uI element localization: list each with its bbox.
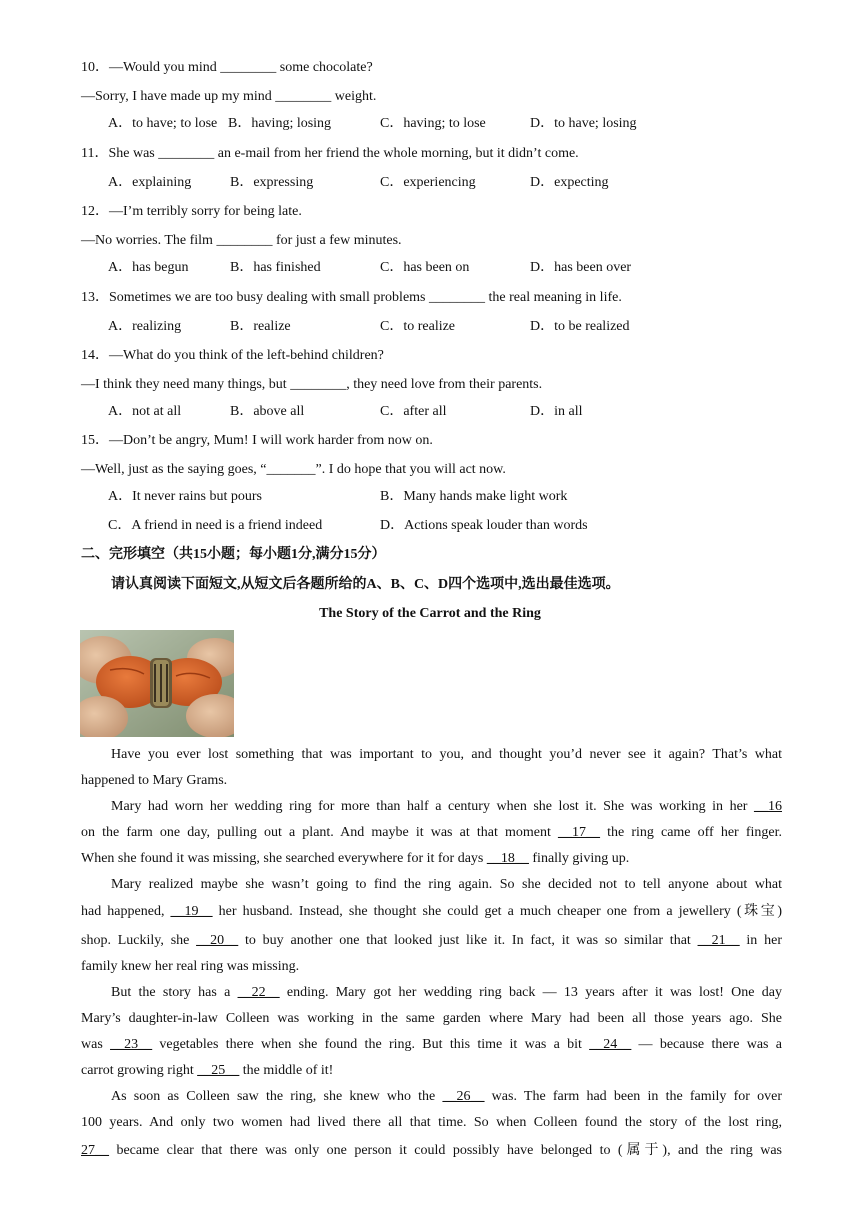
- blank-27[interactable]: 27__: [81, 1143, 109, 1158]
- question-11-stem: 11．She was ________ an e-mail from her friend the whole morning, but it didn’t come.: [81, 146, 579, 161]
- question-14-option-d: D．in all: [530, 404, 583, 419]
- question-11-option-a: A．explaining: [108, 175, 192, 190]
- passage-line: shop. Luckily, she __20__ to buy another one that looked just like it. In fact, it was so similar that __21__ in her: [81, 933, 782, 948]
- blank-23[interactable]: __23__: [110, 1037, 153, 1052]
- passage-line: Mary had worn her wedding ring for more than half a century when she lost it. She was working in her __16: [111, 799, 782, 814]
- question-15-stem: 15．—Don’t be angry, Mum! I will work harder from now on.: [81, 433, 433, 448]
- question-14-option-c: C．after all: [380, 404, 447, 419]
- passage-line: happened to Mary Grams.: [81, 773, 228, 788]
- question-15-option-d: D．Actions speak louder than words: [380, 518, 588, 533]
- question-14-response: —I think they need many things, but ________, they need love from their parents.: [81, 377, 543, 392]
- question-10-option-b: B．having; losing: [228, 116, 332, 131]
- question-13-option-d: D．to be realized: [530, 319, 630, 334]
- blank-17[interactable]: __17__: [557, 825, 600, 840]
- passage-line: family knew her real ring was missing.: [81, 959, 300, 974]
- question-14-option-a: A．not at all: [108, 404, 182, 419]
- question-11-option-c: C．experiencing: [380, 175, 476, 190]
- question-11-option-d: D．expecting: [530, 175, 609, 190]
- blank-26[interactable]: __26__: [442, 1089, 485, 1104]
- question-13-option-b: B．realize: [230, 319, 291, 334]
- passage-line: Mary realized maybe she wasn’t going to find the ring again. So she decided not to tell anyone about what: [111, 877, 782, 892]
- question-10-response: —Sorry, I have made up my mind ________ weight.: [81, 89, 377, 104]
- question-12-response: —No worries. The film ________ for just a few minutes.: [81, 233, 402, 248]
- question-15-option-c: C．A friend in need is a friend indeed: [108, 518, 323, 533]
- passage-title: The Story of the Carrot and the Ring: [319, 606, 541, 621]
- passage-line: had happened, __19__ her husband. Instead, she thought she could get a much cheaper one from a jewellery (珠宝): [81, 904, 782, 919]
- question-15-option-b: B．Many hands make light work: [380, 489, 568, 504]
- passage-line: Mary’s daughter-in-law Colleen was working in the same garden where Mary had been all those years ago. She: [81, 1011, 782, 1026]
- question-13-option-c: C．to realize: [380, 319, 456, 334]
- question-12-option-c: C．has been on: [380, 260, 470, 275]
- passage-line: Have you ever lost something that was important to you, and thought you’d never see it again? That’s what: [111, 747, 782, 762]
- question-12-option-d: D．has been over: [530, 260, 632, 275]
- blank-16[interactable]: __16: [754, 799, 782, 814]
- blank-20[interactable]: __20__: [196, 933, 239, 948]
- blank-25[interactable]: __25__: [197, 1063, 240, 1078]
- blank-22[interactable]: __22__: [237, 985, 280, 1000]
- question-13-stem: 13．Sometimes we are too busy dealing with small problems ________ the real meaning in life.: [81, 290, 622, 305]
- question-14-stem: 14．—What do you think of the left-behind children?: [81, 348, 384, 363]
- passage-line: on the farm one day, pulling out a plant. And maybe it was at that moment __17__ the ring came off her finger.: [81, 825, 782, 840]
- passage-line: 100 years. And only two women had lived there all that time. So when Colleen found the story of the lost ring,: [81, 1115, 782, 1130]
- blank-24[interactable]: __24__: [589, 1037, 632, 1052]
- passage-line: But the story has a __22__ ending. Mary got her wedding ring back — 13 years after it was lost! One day: [111, 985, 782, 1000]
- question-14-option-b: B．above all: [230, 404, 305, 419]
- question-10-stem: 10．—Would you mind ________ some chocolate?: [81, 60, 373, 75]
- question-15-response: —Well, just as the saying goes, “_______”. I do hope that you will act now.: [81, 462, 506, 477]
- question-13-option-a: A．realizing: [108, 319, 182, 334]
- question-12-stem: 12．—I’m terribly sorry for being late.: [81, 204, 302, 219]
- passage-line: When she found it was missing, she searched everywhere for it for days __18__ finally giving up.: [81, 851, 630, 866]
- blank-19[interactable]: __19__: [170, 904, 213, 919]
- question-12-option-a: A．has begun: [108, 260, 189, 275]
- passage-line: As soon as Colleen saw the ring, she knew who the __26__ was. The farm had been in the family for over: [111, 1089, 783, 1104]
- question-10-option-d: D．to have; losing: [530, 116, 637, 131]
- passage-line: carrot growing right __25__ the middle of it!: [81, 1063, 334, 1078]
- section-instruction: 请认真阅读下面短文,从短文后各题所给的A、B、C、D四个选项中,选出最佳选项。: [111, 577, 620, 592]
- question-10-option-c: C．having; to lose: [380, 116, 486, 131]
- passage-line: 27__ became clear that there was only one person it could possibly have belonged to (属于), and the ring was: [81, 1143, 782, 1158]
- carrot-ring-photo: [80, 630, 234, 737]
- section-heading: 二、完形填空（共15小题；每小题1分,满分15分）: [81, 547, 386, 562]
- passage-line: was __23__ vegetables there when she found the ring. But this time it was a bit __24__ — because there was a: [81, 1037, 782, 1052]
- question-10-option-a: A．to have; to lose: [108, 116, 218, 131]
- blank-18[interactable]: __18__: [486, 851, 529, 866]
- question-15-option-a: A．It never rains but pours: [108, 489, 262, 504]
- blank-21[interactable]: __21__: [697, 933, 740, 948]
- question-11-option-b: B．expressing: [230, 175, 314, 190]
- question-12-option-b: B．has finished: [230, 260, 321, 275]
